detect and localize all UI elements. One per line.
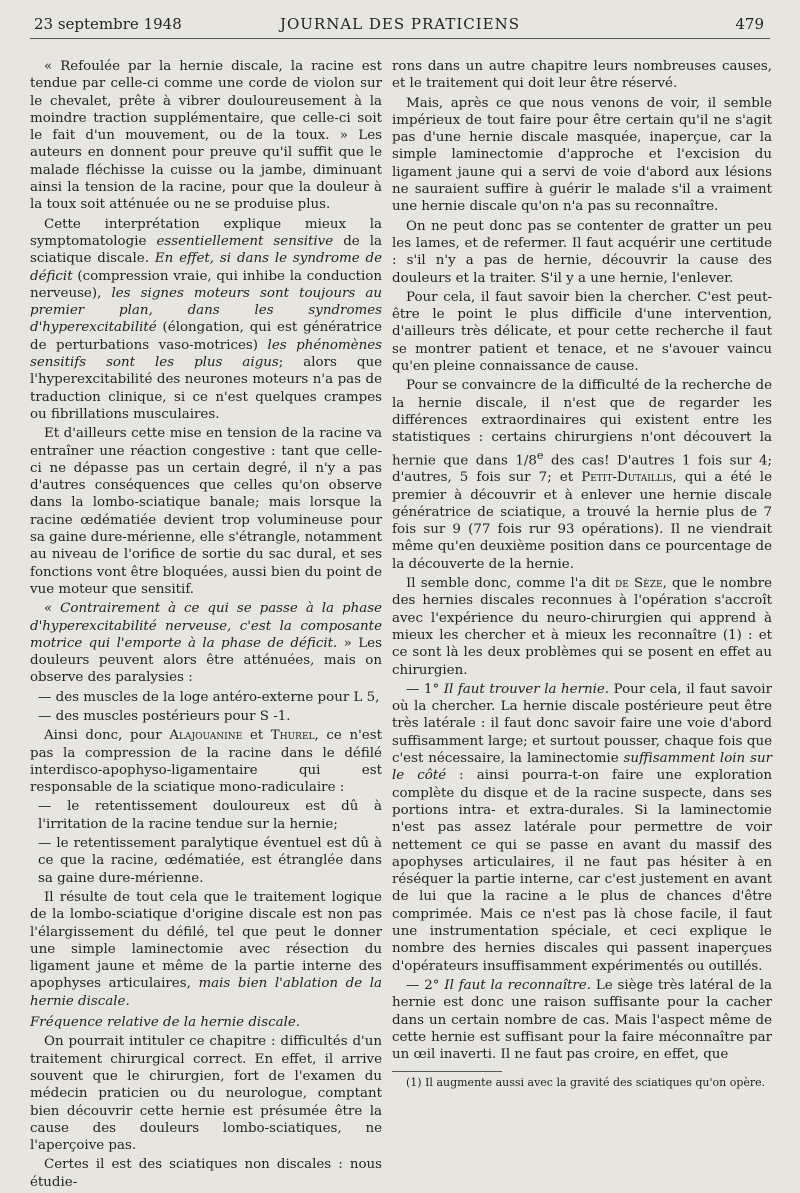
paragraph: Cette interprétation explique mieux la symptomatologie essentiellement sensitive de la sciatique discale. En effet, si dans le syndrome de déficit (compression vraie, qui inhibe la conduction nerveuse), les signes moteurs sont toujours au premier plan, dans les syndromes d'hyperexcitabilité (élongation, qui est génératrice de perturbations vaso-motrices) les phénomènes sensitifs sont les plus aigus; alors que l'hyperexcitabilité des neurones moteurs n'a pas de traduction clinique, si ce n'est quelques crampes ou fibrillations musculaires. bbox=[30, 216, 383, 422]
paragraph: Pour se convaincre de la difficulté de la recherche de la hernie discale, il n'est que de regarder les différences extraordinaires qui existent entre les statistiques : certains chirurgiens n'ont découvert la hernie que dans 1/8e des cas! D'autres 1 fois sur 4; d'autres, 5 fois sur 7; et Petit-Dutaillis, qui a été le premier à découvrir et à enlever une hernie discale génératrice de sciatique, a trouvé la hernie plus de 7 fois sur 9 (77 fois rur 93 opérations). Il ne viendrait même qu'en deuxième position dans ce pourcentage de la découverte de la hernie. bbox=[392, 378, 772, 572]
paragraph: Ainsi donc, pour Alajouanine et Thurel, ce n'est pas la compression de la racine dans le défilé interdisco-apophyso-ligamentaire qui est responsable de la sciatique mono-radiculaire : bbox=[30, 728, 382, 796]
paragraph: On pourrait intituler ce chapitre : difficultés d'un traitement chirurgical correct. En effet, il arrive souvent que le chirurgien, fort de l'examen du médecin praticien ou du neurologue, comptant bien découvrir cette hernie est présumée être la cause des douleurs lombo-sciatiques, ne l'aperçoive pas. bbox=[30, 1034, 382, 1154]
paragraph: rons dans un autre chapitre leurs nombreuses causes, et le traitement qui doit leur être réservé. bbox=[392, 59, 772, 92]
paragraph: « Contrairement à ce qui se passe à la phase d'hyperexcitabilité nerveuse, c'est la composante motrice qui l'emporte à la phase de déficit. » Les douleurs peuvent alors être atténuées, mais on observe des paralysies : bbox=[30, 601, 382, 686]
list-item: — le retentissement paralytique éventuel est dû à ce que la racine, œdématiée, est étranglée dans sa gaine dure-mérienne. bbox=[38, 836, 382, 886]
paragraph: Mais, après ce que nous venons de voir, il semble impérieux de tout faire pour être certain qu'il ne s'agit pas d'une hernie discale masquée, inaperçue, car la simple laminectomie d'approche et l'excision du ligament jaune qui a servi de voie d'abord aux lésions ne sauraient suffire à guérir le malade s'il a vraiment une hernie discale qu'on n'a pas su reconnaître. bbox=[392, 95, 772, 215]
paragraph: — 1° Il faut trouver la hernie. Pour cela, il faut savoir où la chercher. La hernie discale postérieure peut être très latérale : il faut donc savoir faire une voie d'abord suffisamment large; et surtout pousser, chaque fois que c'est nécessaire, la laminectomie suffisamment loin sur le côté : ainsi pourra-t-on faire une exploration complète du disque et de la racine suspecte, dans ses portions intra- et extra-durales. Si la laminectomie n'est pas assez latérale pour permettre de voir nettement ce qui se passe en avant du massif des apophyses articulaires, il ne faut pas hésiter à en réséquer la partie interne, car c'est justement en avant de lui que la racine a le plus de chances d'être comprimée. Mais ce n'est pas là chose facile, il faut une instrumentation spéciale, et ceci explique le nombre des hernies discales qui passent inaperçues d'opérateurs insuffisamment expérimentés ou outillés. bbox=[392, 681, 772, 974]
paragraph: Il résulte de tout cela que le traitement logique de la lombo-sciatique d'origine discale est non pas l'élargissement du défilé, tel que peut le donner une simple laminectomie avec résection du ligament jaune et même de la partie interne des apophyses articulaires, mais bien l'ablation de la hernie discale. bbox=[30, 889, 382, 1009]
header-date: 23 septembre 1948 bbox=[34, 15, 182, 33]
right-column bbox=[392, 58, 772, 1091]
paragraph: « Refoulée par la hernie discale, la racine est tendue par celle-ci comme une corde de violon sur le chevalet, prête à vibrer douloureusement à la moindre traction supplémentaire, que celle-ci soit le fait d'un mouvement, ou de la toux. » Les auteurs en donnent pour preuve qu'il suffit que le malade fléchisse la cuisse ou la jambe, diminuant ainsi la tension de la racine, pour que la douleur à la toux soit atténuée ou ne se produise plus. bbox=[30, 59, 382, 213]
paragraph: Pour cela, il faut savoir bien la chercher. C'est peut-être le point le plus difficile d'une intervention, d'ailleurs très délicate, et pour cette recherche il faut se montrer patient et tenace, et ne s'avouer vaincu qu'en pleine connaissance de cause. bbox=[392, 289, 772, 375]
left-column bbox=[30, 58, 382, 1193]
paragraph: On ne peut donc pas se contenter de gratter un peu les lames, et de refermer. Il faut acquérir une certitude : s'il n'y a pas de hernie, découvrir la cause des douleurs et la traiter. S'il y a une hernie, l'enlever. bbox=[392, 218, 772, 286]
paragraph: — 2° Il faut la reconnaître. Le siège très latéral de la hernie est donc une raison suffisante pour la cacher dans un certain nombre de cas. Mais l'aspect même de cette hernie est suffisant pour la faire méconnaître par un œil inaverti. Il ne faut pas croire, en effet, que bbox=[392, 977, 773, 1063]
journal-title: JOURNAL DES PRATICIENS bbox=[279, 15, 521, 33]
list-item: — des muscles de la loge antéro-externe pour L 5, bbox=[38, 689, 380, 705]
list-item: — des muscles postérieurs pour S -1. bbox=[38, 708, 291, 724]
footnote-divider bbox=[392, 1071, 502, 1072]
paragraph: Et d'ailleurs cette mise en tension de la racine va entraîner une réaction congestive : tant que celle-ci ne dépasse pas un certain degré, il n'y a pas d'autres conséquences que celles qu'on observe dans la lombo-sciatique banale; mais lorsque la racine œdématiée devient trop volumineuse pour sa gaine dure-mérienne, elle s'étrangle, notamment au niveau de l'orifice de sortie du sac dural, et ses fonctions vont être bloquées, aussi bien du point de vue moteur que sensitif. bbox=[30, 426, 382, 597]
section-heading: Fréquence relative de la hernie discale. bbox=[30, 1015, 301, 1031]
footnote: (1) Il augmente aussi avec la gravité des sciatiques qu'on opère. bbox=[406, 1076, 766, 1090]
list-item: — le retentissement douloureux est dû à l'irritation de la racine tendue sur la hernie; bbox=[38, 799, 382, 832]
paragraph: Certes il est des sciatiques non discales : nous étudie- bbox=[30, 1157, 382, 1190]
page-header bbox=[30, 10, 770, 39]
page-number: 479 bbox=[735, 15, 764, 33]
paragraph: Il semble donc, comme l'a dit de Sèze, que le nombre des hernies discales reconnues à l'opération s'accroît avec l'expérience du neuro-chirurgien qui apprend à mieux les chercher et à mieux les reconnaître (1) : et ce sont là les deux problèmes qui se posent en effet au chirurgien. bbox=[392, 576, 772, 678]
